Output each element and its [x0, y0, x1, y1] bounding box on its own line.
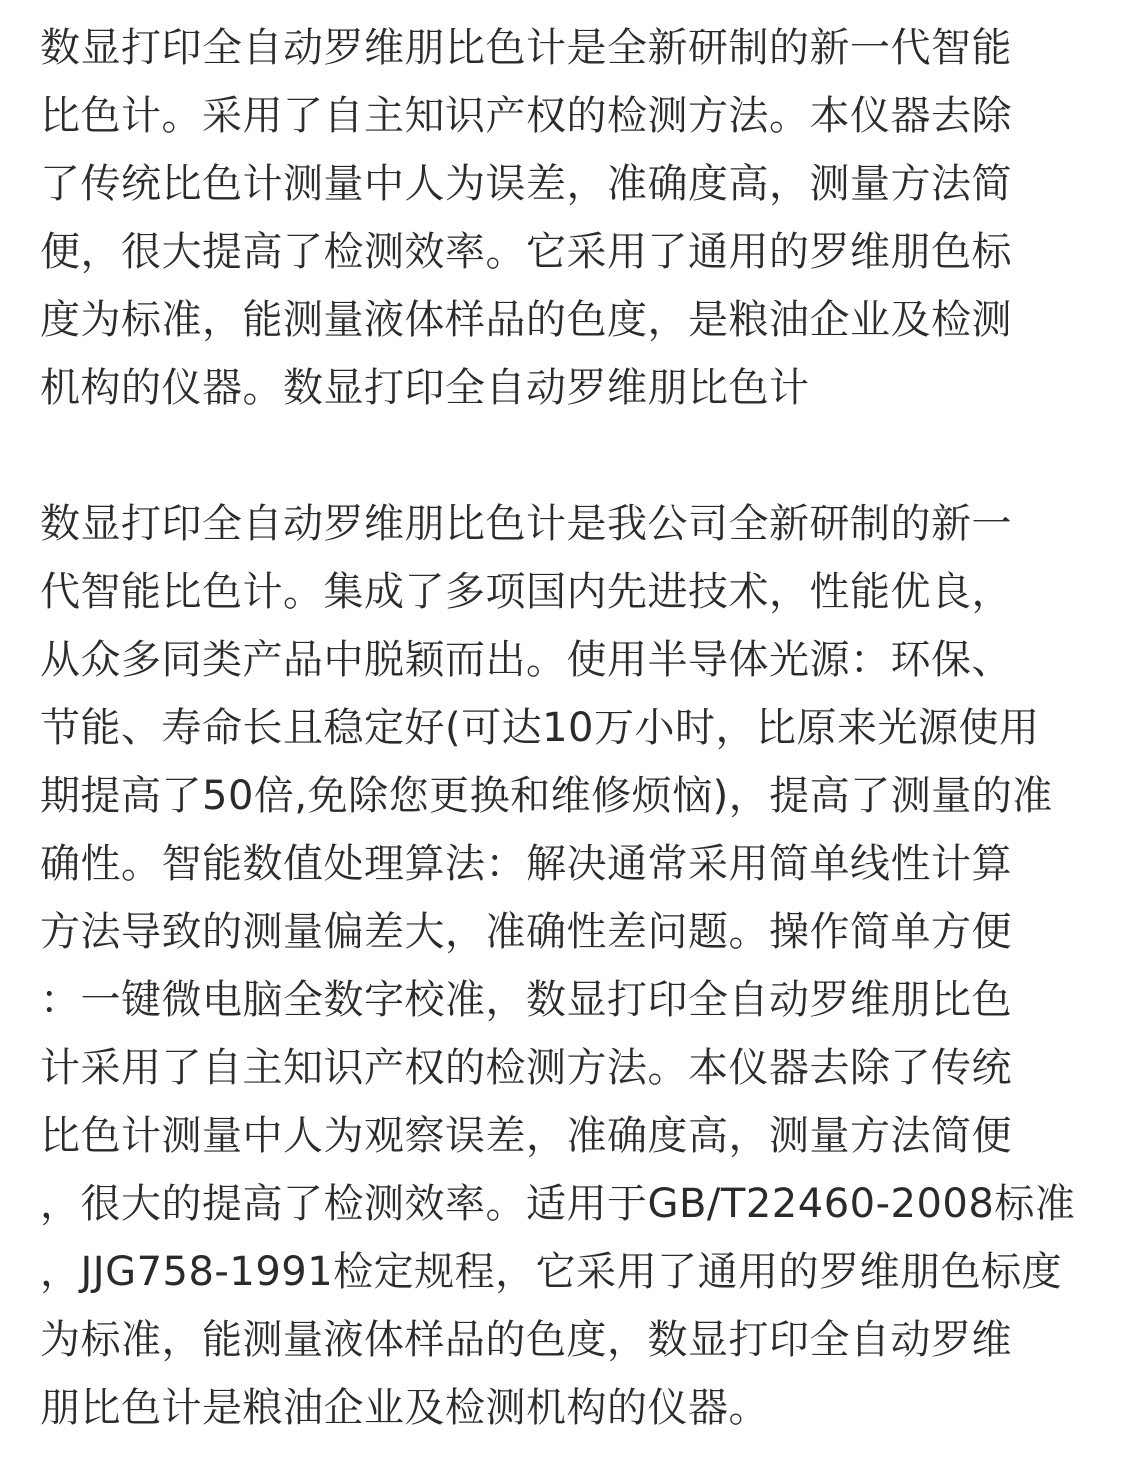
text-line: 数显打印全自动罗维朋比色计是全新研制的新一代智能 [40, 25, 1012, 71]
text-line: 便，很大提高了检测效率。它采用了通用的罗维朋色标 [40, 229, 1012, 275]
text-line: 朋比色计是粮油企业及检测机构的仪器。 [40, 1385, 769, 1431]
text-line: 节能、寿命长且稳定好(可达10万小时，比原来光源使用 [40, 705, 1040, 751]
text-line: ，JJG758-1991检定规程，它采用了通用的罗维朋色标度 [40, 1249, 1063, 1295]
paragraph-details [40, 490, 1100, 1442]
text-line: 为标准，能测量液体样品的色度，数显打印全自动罗维 [40, 1317, 1012, 1363]
text-line: 方法导致的测量偏差大，准确性差问题。操作简单方便 [40, 909, 1012, 955]
text-line: 从众多同类产品中脱颖而出。使用半导体光源：环保、 [40, 637, 1012, 683]
text-line: 比色计。采用了自主知识产权的检测方法。本仪器去除 [40, 93, 1012, 139]
text-line: 度为标准，能测量液体样品的色度，是粮油企业及检测 [40, 297, 1012, 343]
text-line: 比色计测量中人为观察误差，准确度高，测量方法简便 [40, 1113, 1012, 1159]
paragraph-intro [40, 14, 1100, 422]
paragraph-spacer [40, 422, 1100, 490]
text-line: 机构的仪器。数显打印全自动罗维朋比色计 [40, 365, 810, 411]
text-line: 确性。智能数值处理算法：解决通常采用简单线性计算 [40, 841, 1012, 887]
text-line: 计采用了自主知识产权的检测方法。本仪器去除了传统 [40, 1045, 1012, 1091]
text-line: ：一键微电脑全数字校准，数显打印全自动罗维朋比色 [40, 977, 1012, 1023]
text-line: 代智能比色计。集成了多项国内先进技术，性能优良， [40, 569, 1012, 615]
text-line: 了传统比色计测量中人为误差，准确度高，测量方法简 [40, 161, 1012, 207]
text-line: 数显打印全自动罗维朋比色计是我公司全新研制的新一 [40, 501, 1012, 547]
text-line: 期提高了50倍,免除您更换和维修烦恼)，提高了测量的准 [40, 773, 1053, 819]
text-line: ，很大的提高了检测效率。适用于GB/T22460-2008标准 [40, 1181, 1076, 1227]
article-body [40, 14, 1100, 1442]
